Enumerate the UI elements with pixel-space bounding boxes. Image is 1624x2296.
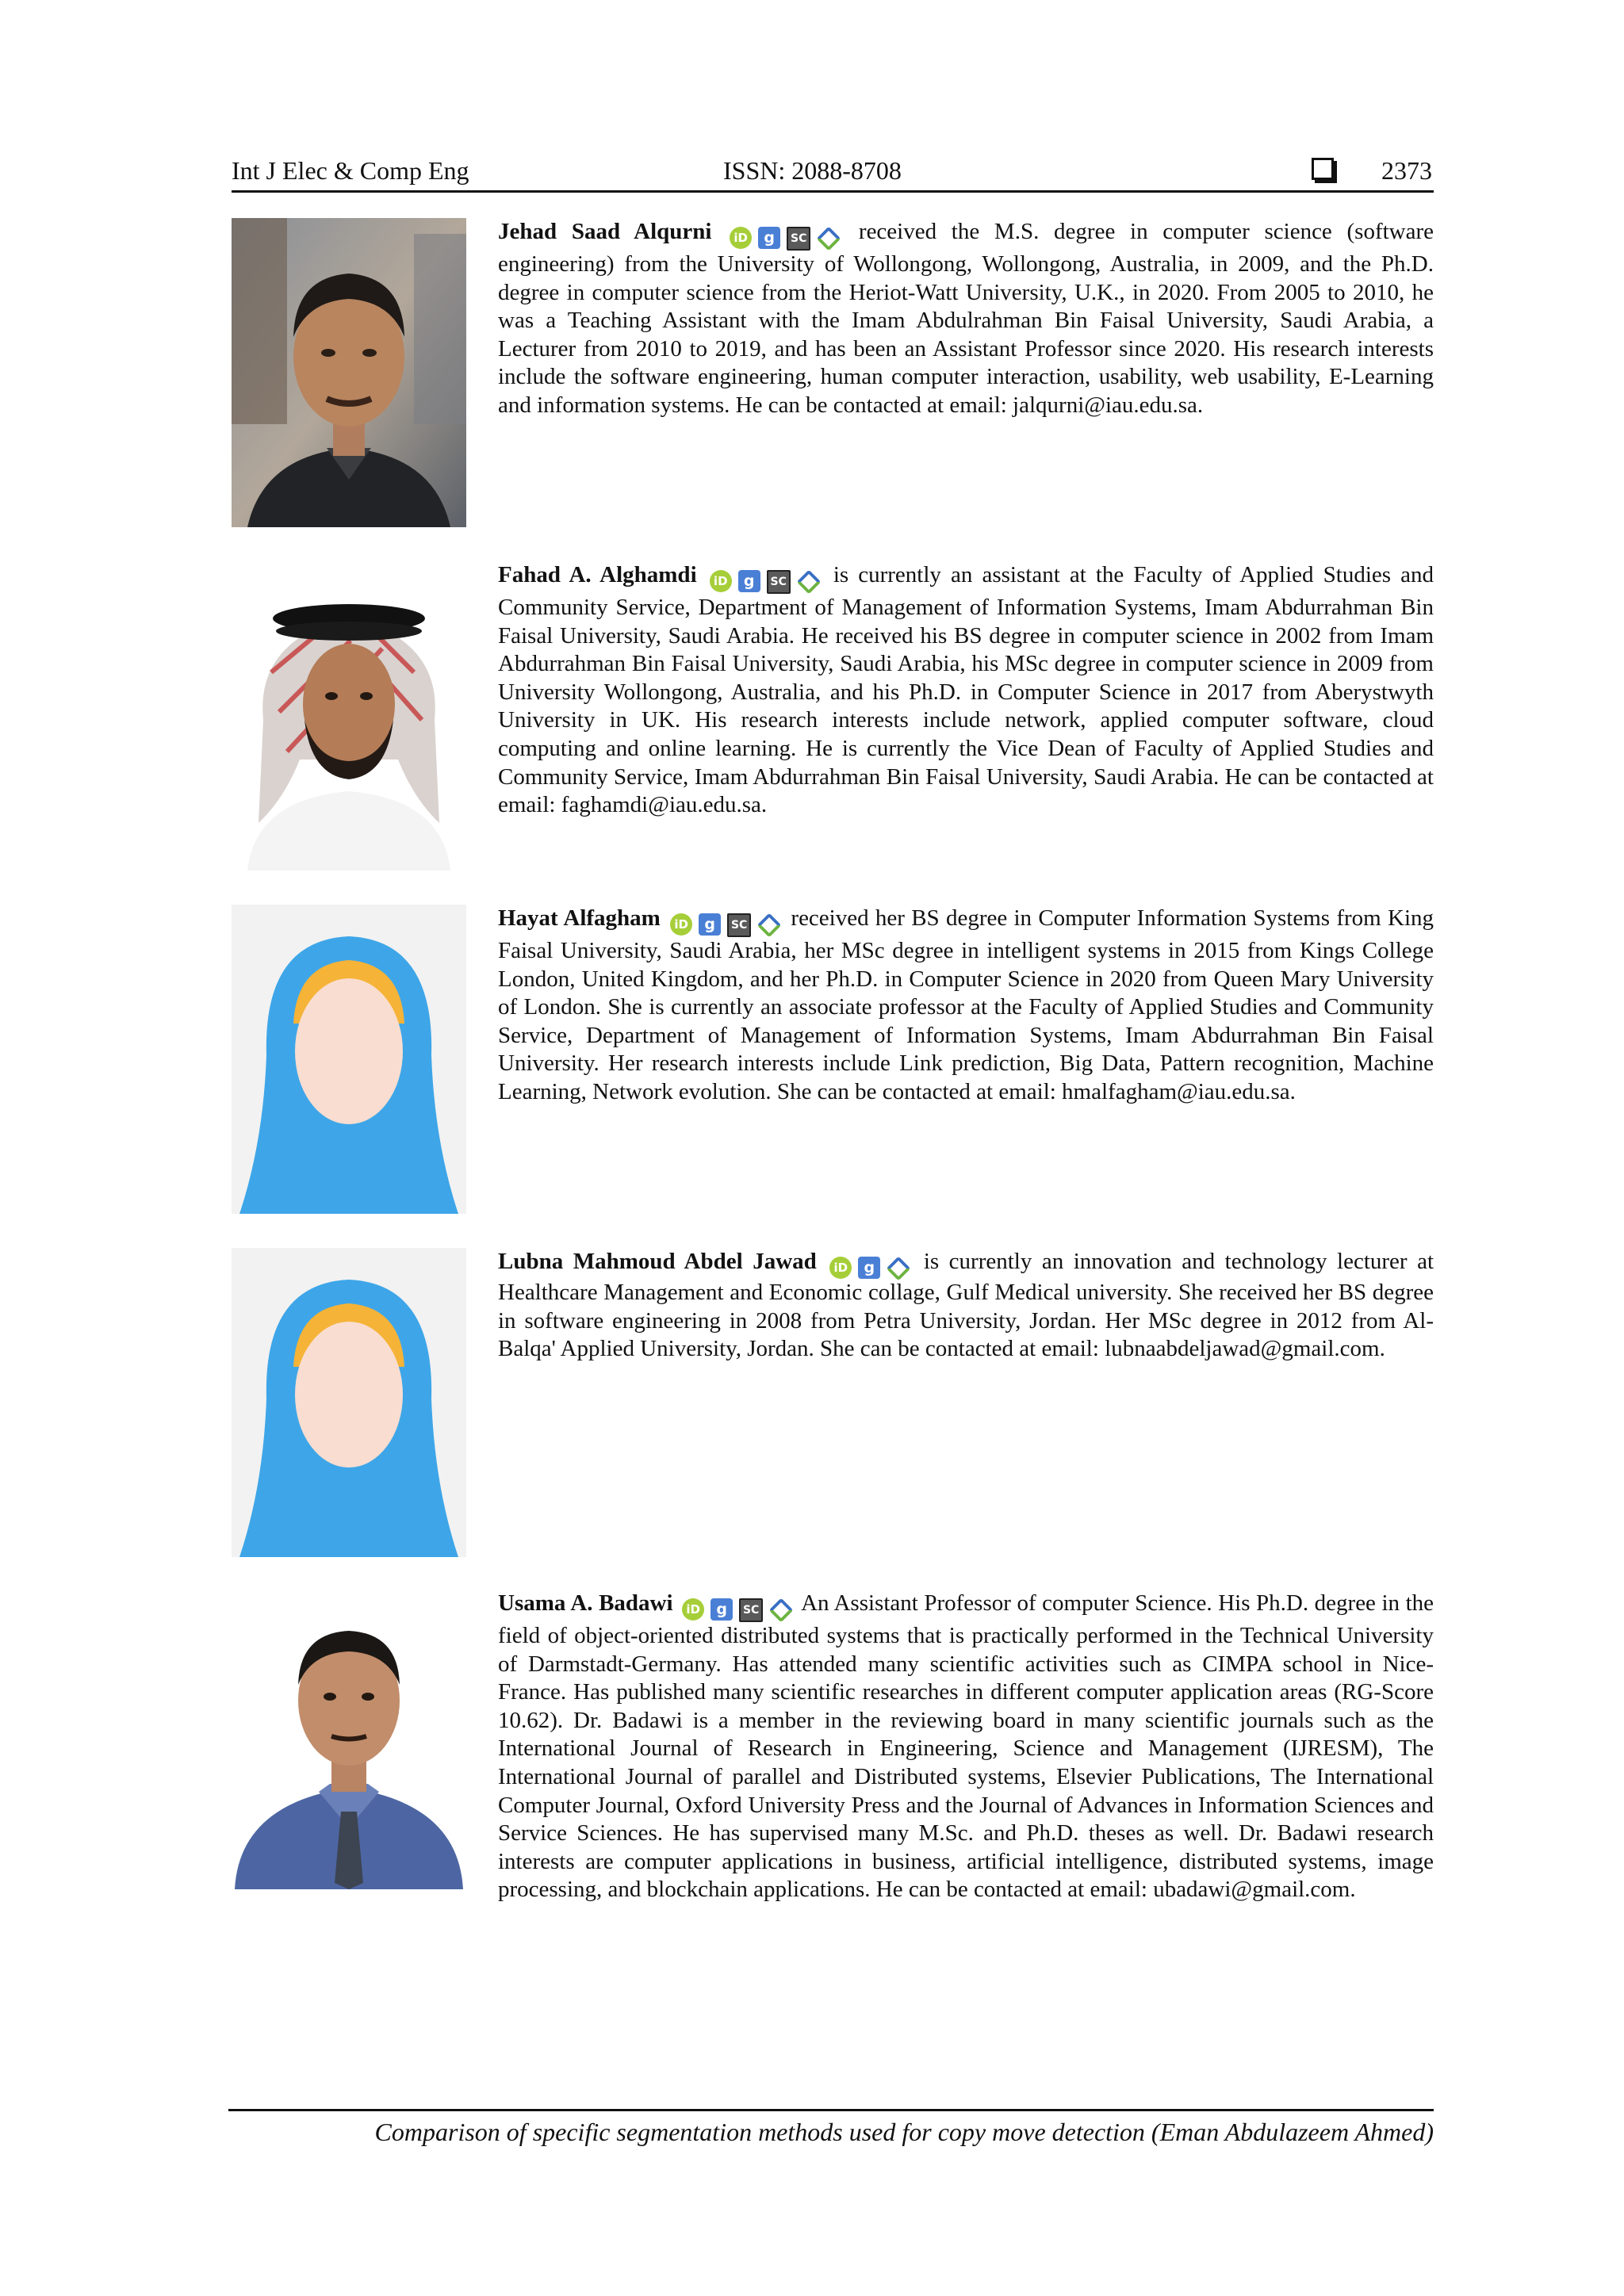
orcid-icon[interactable]: iD (682, 1598, 704, 1621)
author-name: Hayat Alfagham (498, 905, 661, 931)
author-bio-text (498, 905, 1434, 1107)
page-number: 2373 (1381, 156, 1432, 185)
orcid-icon[interactable]: iD (670, 913, 692, 936)
scopus-icon[interactable]: SC (727, 913, 751, 937)
author-bio-text (498, 218, 1434, 420)
scopus-icon[interactable]: SC (787, 227, 810, 251)
publons-icon[interactable] (757, 913, 779, 936)
publons-icon[interactable] (887, 1257, 909, 1279)
author-profile-links (730, 227, 839, 251)
page-header (232, 151, 1434, 193)
author-photo-badawi (232, 1590, 466, 1889)
author-bio-text (498, 561, 1434, 820)
orcid-icon[interactable]: iD (730, 227, 752, 249)
scopus-icon[interactable]: SC (767, 570, 791, 594)
page-footer (228, 2109, 1434, 2147)
page-number-group (1312, 151, 1432, 190)
author-bio-text (498, 1590, 1434, 1904)
author-name: Fahad A. Alghamdi (498, 562, 697, 587)
man-portrait-icon (232, 561, 466, 871)
author-description: is currently an innovation and technology lecturer at Healthcare Management and Economic collage, Gulf Medical university. She received her BS degree in software engineering in 2008 from Petra University, Jordan. Her MSc degree in 2012 from Al-Balqa' Applied University, Jordan. She can be contacted at email: lubnaabdeljawad@gmail.com. (498, 1249, 1434, 1362)
author-description: received her BS degree in Computer Information Systems from King Faisal University, Saudi Arabia, her MSc degree in intelligent systems in 2015 from Kings College London, United Kingdom, and her Ph.D. in Computer Science in 2020 from Queen Mary University of London. She is currently an associate professor at the Faculty of Applied Studies and Community Service, Department of Management of Information Systems, Imam Abdurrahman Bin Faisal University. Her research interests include Link prediction, Big Data, Pattern recognition, Machine Learning, Network evolution. She can be contacted at email: hmalfagham@iau.edu.sa. (498, 905, 1434, 1104)
orcid-icon[interactable]: iD (710, 570, 732, 592)
orcid-icon[interactable]: iD (829, 1257, 852, 1279)
author-name: Jehad Saad Alqurni (498, 219, 712, 244)
man-portrait-icon (232, 1590, 466, 1889)
footer-title: Comparison of specific segmentation methods used for copy move detection (Eman Abdulazeem Ahmed) (374, 2118, 1434, 2146)
hijab-avatar-icon (232, 905, 466, 1214)
author-description: An Assistant Professor of computer Science. His Ph.D. degree in the field of object-oriented distributed systems that is practically performed in the Technical University of Darmstadt-Germany. Has attended many scientific activities such as CIMPA school in Nice-France. Has published many scientific researches in different computer application areas (RG-Score 10.62). Dr. Badawi is a member in the reviewing board in many scientific journals such as the International Journal of Research in Engineering, Science and Management (IJRESM), The International Journal of parallel and Distributed systems, Elsevier Publications, The International Computer Journal, Oxford University Press and the Journal of Advances in Information Sciences and Service Sciences. He has supervised many M.Sc. and Ph.D. theses as well. Dr. Badawi research interests are computer applications in business, artificial intelligence, distributed systems, image processing, and blockchain applications. He can be contacted at email: ubadawi@gmail.com. (498, 1590, 1434, 1903)
author-profile-links (829, 1257, 909, 1279)
author-profile-links (682, 1598, 791, 1622)
checkbox-square-icon (1312, 158, 1334, 180)
author-bio-text (498, 1248, 1434, 1364)
author-photo-alghamdi (232, 561, 466, 871)
google-scholar-icon[interactable]: g (699, 913, 721, 936)
author-name: Lubna Mahmoud Abdel Jawad (498, 1249, 817, 1274)
author-photo-alfagham (232, 905, 466, 1214)
author-photo-abdel-jawad (232, 1248, 466, 1557)
author-photo-alqurni (232, 218, 466, 527)
author-name: Usama A. Badawi (498, 1590, 673, 1616)
hijab-avatar-icon (232, 1248, 466, 1557)
google-scholar-icon[interactable]: g (738, 570, 760, 592)
publons-icon[interactable] (797, 570, 819, 592)
author-description: received the M.S. degree in computer science (software engineering) from the University of Wollongong, Wollongong, Australia, in 2009, and the Ph.D. degree in computer science from the Heriot-Watt University, U.K., in 2020. From 2005 to 2010, he was a Teaching Assistant with the Imam Abdulrahman Bin Faisal University, Saudi Arabia, a Lecturer from 2010 to 2019, and has been an Assistant Professor since 2020. His research interests include the software engineering, human computer interaction, usability, web usability, E-Learning and information systems. He can be contacted at email: jalqurni@iau.edu.sa. (498, 219, 1434, 418)
google-scholar-icon[interactable]: g (758, 227, 780, 249)
publons-icon[interactable] (817, 227, 839, 249)
author-description: is currently an assistant at the Faculty of Applied Studies and Community Service, Department of Management of Information Systems, Imam Abdurrahman Bin Faisal University, Saudi Arabia. He received his BS degree in computer science in 2002 from Imam Abdurrahman Bin Faisal University, Saudi Arabia, his MSc degree in computer science in 2009 from University Wollongong, Australia, and his Ph.D. in Computer Science in 2017 from Aberystwyth University in UK. His research interests include network, applied computer software, cloud computing and online learning. He is currently the Vice Dean of Faculty of Applied Studies and Community Service, Imam Abdurrahman Bin Faisal University, Saudi Arabia. He can be contacted at email: faghamdi@iau.edu.sa. (498, 562, 1434, 818)
issn: ISSN: 2088-8708 (723, 156, 902, 185)
man-portrait-icon (232, 218, 466, 527)
google-scholar-icon[interactable]: g (710, 1598, 733, 1621)
journal-name: Int J Elec & Comp Eng (232, 156, 469, 185)
google-scholar-icon[interactable]: g (858, 1257, 880, 1279)
publons-icon[interactable] (769, 1598, 791, 1621)
scopus-icon[interactable]: SC (739, 1598, 763, 1622)
author-profile-links (710, 570, 819, 594)
author-profile-links (670, 913, 779, 937)
